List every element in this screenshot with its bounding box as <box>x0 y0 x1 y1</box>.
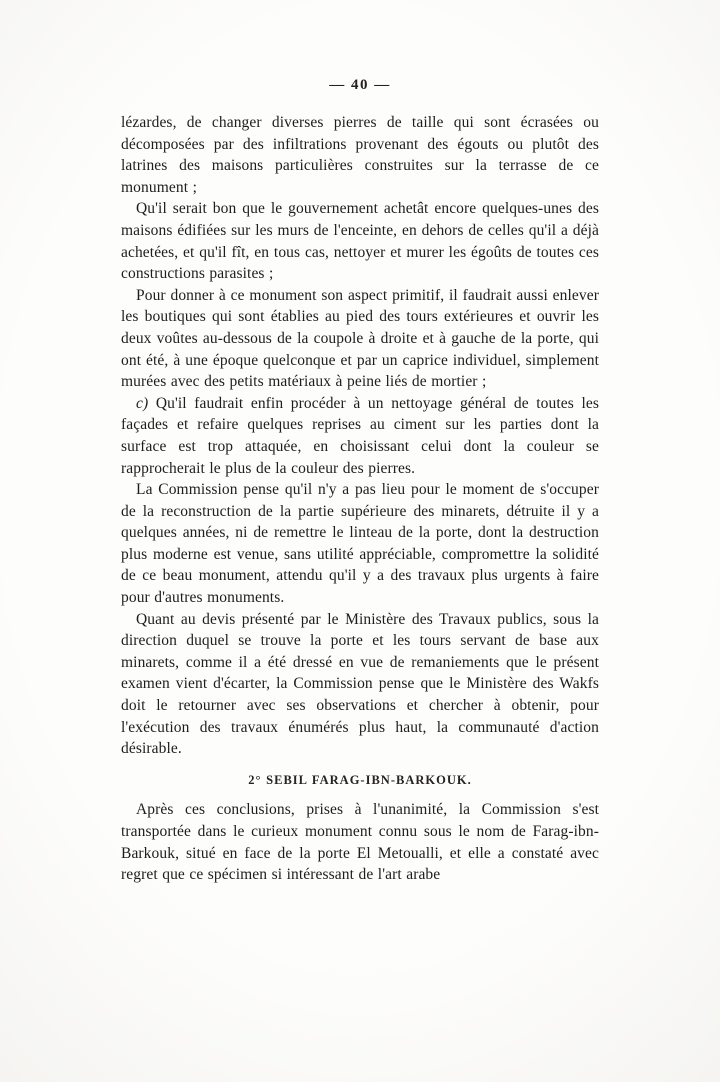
paragraph-gouvernement: Qu'il serait bon que le gouvernement achetât encore quelques-unes des maisons édifiées sur les murs de l'enceinte, en dehors de celles qu'il a déjà achetées, et qu'il fît, en tous cas, nettoyer et murer les égoûts de toutes ces constructions parasites ; <box>121 200 599 283</box>
paragraph-lezardes: lézardes, de changer diverses pierres de taille qui sont écrasées ou décomposées par des infiltrations provenant des égouts ou plutôt des latrines des maisons particulières construites sur la terrasse de ce monument ; <box>121 114 599 196</box>
text-block <box>121 112 599 886</box>
paragraph-apres-conclusions: Après ces conclusions, prises à l'unanimité, la Commission s'est transportée dans le curieux monument connu sous le nom de Farag-ibn-Barkouk, situé en face de la porte El Metoualli, et elle a constaté avec regret que ce spécimen si intéressant de l'art arabe <box>121 801 599 884</box>
paragraph-nettoyage-general-text: Qu'il faudrait enfin procéder à un nettoyage général de toutes les façades et refaire quelques reprises au ciment sur les parties dont la surface est trop attaquée, en choisissant celui dont la couleur se rapprocherait le plus de la couleur des pierres. <box>121 394 599 477</box>
page-number: — 40 — <box>329 77 391 93</box>
section-heading: 2° SEBIL FARAG-IBN-BARKOUK. <box>248 772 472 787</box>
page-header <box>121 76 599 94</box>
paragraph-lead-item-letter: c) <box>136 394 156 412</box>
paragraph-aspect-primitif: Pour donner à ce monument son aspect primitif, il faudrait aussi enlever les boutiques qui sont établies au pied des tours extérieures et ouvrir les deux voûtes au-dessous de la coupole à droite et à gauche de la porte, qui ont été, à une époque quelconque et par un caprice individuel, simplement murées avec des petits matériaux à peine liés de mortier ; <box>121 286 599 391</box>
paragraph-nettoyage-general <box>121 393 599 479</box>
paragraph-devis-ministere: Quant au devis présenté par le Ministère des Travaux publics, sous la direction duquel se trouve la porte et les tours servant de base aux minarets, comme il a été dressé en vue de remaniements que le présent examen vient d'écarter, la Commission pense que le Ministère des Wakfs doit le retourner avec ses observations et chercher à obtenir, pour l'exécution des travaux énumérés plus haut, la communauté d'action désirable. <box>121 610 599 758</box>
paragraph-commission-minarets: La Commission pense qu'il n'y a pas lieu pour le moment de s'occuper de la reconstruction de la partie supérieure des minarets, détruite il y a quelques années, ni de remettre le linteau de la porte, dont la destruction plus moderne est venue, sans utilité appréciable, compromettre la solidité de ce beau monument, attendu qu'il y a des travaux plus urgents à faire pour d'autres monuments. <box>121 481 599 607</box>
